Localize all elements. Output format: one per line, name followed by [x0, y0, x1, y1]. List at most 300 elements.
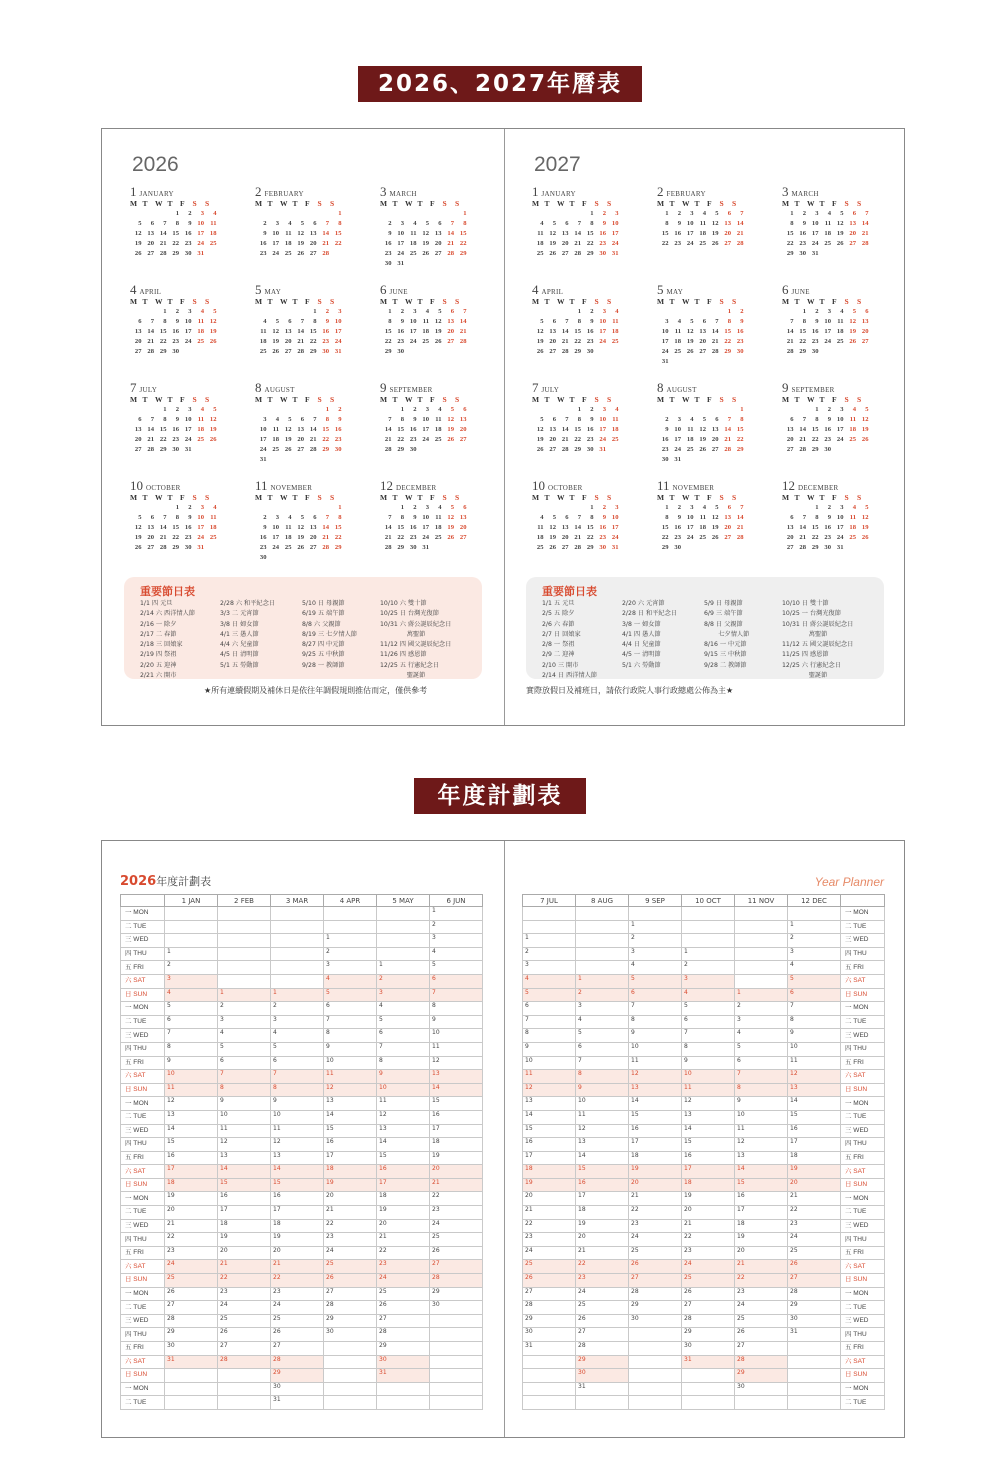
planner-day-number: 25 [379, 1287, 387, 1295]
day-cell: 19 [536, 436, 544, 443]
week-row [130, 327, 218, 337]
planner-day-cell [682, 1165, 735, 1179]
planner-day-cell [271, 1287, 324, 1301]
day-cell: 6 [565, 514, 569, 521]
week-row [782, 317, 870, 327]
day-cell: 30 [409, 446, 417, 453]
day-cell: 11 [699, 514, 706, 521]
weekday-cell: 六 SAT [841, 974, 885, 988]
holiday-entry: 10/10 六 雙十節 [380, 600, 427, 607]
planner-day-cell [218, 947, 271, 961]
month-name: JULY [139, 386, 158, 394]
planner-day-cell [324, 920, 377, 934]
day-cell: 31 [611, 250, 619, 257]
planner-day-cell [682, 1042, 735, 1056]
planner-day-cell [788, 1396, 841, 1410]
planner-row [523, 907, 885, 921]
weekday-cell: 四 THU [841, 947, 885, 961]
day-cell [832, 347, 845, 357]
day-cell: 3 [338, 308, 342, 315]
day-cell: 7 [577, 514, 581, 521]
day-cell: 16 [172, 426, 179, 433]
day-cell [130, 307, 143, 317]
holiday-entry: 8/19 三 七夕情人節 [302, 630, 357, 638]
weekday-cell: 三 WED [121, 1029, 165, 1043]
day-cell: 29 [724, 348, 731, 355]
week-row [255, 337, 343, 347]
planner-row [121, 1015, 483, 1029]
day-cell: 23 [409, 436, 417, 443]
day-cell: 11 [435, 514, 442, 521]
planner-day-number: 14 [684, 1124, 692, 1132]
planner-corner [121, 895, 165, 907]
weekday-label: T [292, 493, 298, 502]
weekday-label: T [267, 297, 273, 306]
weekday-label: T [569, 395, 575, 404]
planner-day-cell [324, 1219, 377, 1233]
day-cell: 5 [715, 504, 719, 511]
day-cell: 1 [590, 210, 594, 217]
day-cell: 28 [574, 544, 581, 551]
weekday-label: M [532, 493, 540, 502]
planner-day-number: 31 [379, 1369, 387, 1377]
planner-day-number: 23 [631, 1219, 639, 1227]
planner-day-number: 29 [790, 1301, 798, 1309]
planner-day-number: 14 [525, 1110, 533, 1118]
planner-day-number: 9 [379, 1070, 383, 1078]
planner-day-number: 19 [525, 1178, 533, 1186]
day-cell: 26 [549, 544, 556, 551]
week-row [532, 513, 620, 523]
planner-day-cell [377, 947, 430, 961]
planner-month-header: 3 MAR [271, 895, 324, 907]
planner-day-number: 11 [631, 1056, 639, 1064]
day-cell: 24 [422, 436, 429, 443]
planner-day-number: 18 [220, 1219, 228, 1227]
day-cell: 9 [590, 318, 594, 325]
weekday-label: M [380, 199, 388, 208]
planner-day-cell [788, 907, 841, 921]
weekday-row [532, 493, 620, 503]
day-cell: 6 [300, 416, 304, 423]
planner-day-cell [324, 1097, 377, 1111]
planner-day-cell [271, 1382, 324, 1396]
day-cell: 4 [702, 210, 706, 217]
day-cell: 21 [159, 534, 167, 541]
day-cell: 16 [599, 230, 606, 237]
day-cell [405, 259, 418, 269]
day-cell: 6 [138, 318, 142, 325]
day-cell: 6 [865, 308, 869, 315]
weekday-label: S [330, 493, 335, 502]
weekday-label: T [292, 395, 298, 404]
week-row [130, 523, 218, 533]
day-cell: 29 [322, 446, 329, 453]
planner-day-number: 12 [432, 1056, 440, 1064]
planner-row [121, 1396, 483, 1410]
day-cell: 22 [586, 534, 594, 541]
day-cell: 26 [284, 446, 292, 453]
day-cell: 19 [134, 534, 142, 541]
weekday-row [130, 297, 218, 307]
day-cell: 4 [425, 308, 429, 315]
day-cell: 28 [561, 348, 569, 355]
planner-day-cell [523, 1192, 576, 1206]
weekday-label: S [330, 395, 335, 404]
week-row [255, 503, 343, 513]
planner-day-cell [377, 988, 430, 1002]
planner-day-number: 19 [273, 1233, 281, 1241]
weekday-label: T [267, 199, 273, 208]
day-cell: 1 [815, 406, 819, 413]
day-cell [268, 405, 281, 415]
planner-day-cell [165, 1192, 218, 1206]
day-cell: 20 [786, 436, 794, 443]
day-cell [318, 209, 331, 219]
planner-day-number: 5 [379, 1015, 383, 1023]
planner-row [121, 1274, 483, 1288]
planner-day-cell [629, 1328, 682, 1342]
week-row [657, 219, 745, 229]
planner-page-right [504, 841, 906, 1437]
day-cell [682, 307, 695, 317]
weekday-cell: 二 TUE [841, 920, 885, 934]
planner-day-number: 30 [790, 1314, 798, 1322]
day-cell: 11 [285, 524, 292, 531]
week-row [130, 405, 218, 415]
planner-day-number: 30 [432, 1301, 440, 1309]
planner-day-number: 29 [273, 1369, 281, 1377]
planner-day-cell [165, 961, 218, 975]
day-cell: 16 [811, 328, 819, 335]
month-february [657, 185, 775, 249]
day-cell: 1 [590, 504, 594, 511]
day-cell: 19 [686, 338, 694, 345]
week-row [380, 209, 468, 219]
weekday-cell: 六 SAT [121, 1260, 165, 1274]
weekday-cell: 一 MON [121, 1382, 165, 1396]
planner-day-number: 23 [578, 1274, 586, 1282]
weekday-cell: 日 SUN [121, 1083, 165, 1097]
day-cell: 1 [727, 308, 731, 315]
day-cell: 12 [209, 318, 217, 325]
planner-day-number: 23 [684, 1246, 692, 1254]
day-cell: 2 [827, 504, 831, 511]
planner-day-cell [165, 1382, 218, 1396]
planner-day-number: 3 [379, 988, 383, 996]
day-cell: 26 [447, 436, 454, 443]
day-cell: 10 [611, 514, 619, 521]
day-cell: 11 [210, 220, 217, 227]
day-cell: 9 [590, 416, 594, 423]
day-cell [682, 455, 695, 465]
holiday-entry: 2/20 六 元宵節 [622, 600, 665, 607]
planner-day-cell [735, 947, 788, 961]
day-cell: 6 [463, 504, 467, 511]
month-name: JANUARY [541, 190, 576, 198]
weekday-label: S [317, 395, 322, 404]
weekday-label: W [682, 493, 690, 502]
planner-day-cell [324, 1165, 377, 1179]
planner-day-number: 13 [220, 1151, 228, 1159]
day-cell [155, 503, 168, 513]
day-cell: 27 [549, 446, 556, 453]
planner-day-cell [165, 1355, 218, 1369]
planner-day-cell [324, 907, 377, 921]
planner-day-cell [324, 961, 377, 975]
planner-day-number: 19 [578, 1219, 586, 1227]
day-cell: 15 [586, 524, 594, 531]
planner-day-number: 6 [273, 1056, 277, 1064]
weekday-label: M [657, 297, 665, 306]
week-row [782, 503, 870, 513]
day-cell: 13 [724, 220, 731, 227]
day-cell: 20 [849, 230, 856, 237]
planner-day-cell [682, 1015, 735, 1029]
day-cell: 7 [150, 416, 154, 423]
planner-corner [841, 895, 885, 907]
planner-row [523, 1369, 885, 1383]
planner-day-cell [377, 1369, 430, 1383]
planner-day-number: 17 [273, 1206, 281, 1214]
week-row [130, 239, 218, 249]
day-cell: 8 [577, 318, 581, 325]
weekday-label: S [317, 297, 322, 306]
day-cell: 24 [184, 338, 192, 345]
day-cell: 7 [150, 318, 154, 325]
planner-row [523, 1165, 885, 1179]
day-cell: 29 [334, 544, 342, 551]
day-cell: 30 [674, 544, 681, 551]
planner-day-cell [165, 1246, 218, 1260]
holiday-entry: 5/9 日 母親節 [704, 600, 743, 607]
day-cell [670, 357, 683, 367]
planner-day-number: 3 [737, 1015, 741, 1023]
planner-day-number: 14 [578, 1151, 586, 1159]
day-cell: 1 [577, 406, 581, 413]
day-cell: 19 [861, 426, 869, 433]
weekday-label: S [192, 297, 197, 306]
day-cell: 16 [674, 230, 681, 237]
holiday-entry: 1/1 五 元旦 [542, 600, 575, 607]
planner-day-number: 19 [326, 1178, 334, 1186]
day-cell: 17 [611, 524, 619, 531]
weekday-row [130, 395, 218, 405]
week-row [532, 337, 620, 347]
holiday-entry: 聖誕節 [782, 672, 828, 680]
planner-day-number: 9 [273, 1097, 277, 1105]
weekday-label: W [807, 199, 815, 208]
planner-day-number: 14 [273, 1165, 281, 1173]
planner-day-cell [324, 1056, 377, 1070]
weekday-label: W [557, 297, 565, 306]
planner-day-number: 21 [684, 1219, 692, 1227]
planner-day-cell [377, 1287, 430, 1301]
weekday-cell: 三 WED [841, 1219, 885, 1233]
planner-day-number: 18 [379, 1192, 387, 1200]
planner-day-number: 4 [684, 988, 688, 996]
planner-day-cell [682, 988, 735, 1002]
holiday-entry: 2/16 一 除夕 [140, 620, 177, 628]
planner-day-cell [788, 1287, 841, 1301]
weekday-label: S [719, 297, 724, 306]
planner-day-number: 30 [379, 1355, 387, 1363]
day-cell: 14 [799, 524, 806, 531]
day-cell [720, 405, 733, 415]
week-row [532, 327, 620, 337]
day-cell: 22 [309, 338, 317, 345]
day-cell: 3 [690, 504, 694, 511]
planner-day-cell [576, 1124, 629, 1138]
week-row [130, 543, 218, 553]
day-cell: 24 [197, 240, 204, 247]
planner-day-cell [218, 1029, 271, 1043]
planner-day-number: 23 [737, 1287, 745, 1295]
day-cell: 5 [702, 416, 706, 423]
planner-day-cell [523, 1056, 576, 1070]
planner-day-number: 22 [684, 1233, 692, 1241]
day-cell: 11 [612, 416, 619, 423]
day-cell: 6 [150, 514, 154, 521]
day-cell: 20 [724, 230, 731, 237]
weekday-label: T [417, 297, 423, 306]
planner-row [121, 974, 483, 988]
day-cell: 16 [799, 230, 806, 237]
planner-day-cell [271, 1178, 324, 1192]
day-cell: 16 [384, 240, 392, 247]
planner-month-header: 12 DEC [788, 895, 841, 907]
weekday-label: S [857, 199, 862, 208]
planner-day-cell [576, 1396, 629, 1410]
day-cell [255, 307, 268, 317]
weekday-label: T [417, 395, 423, 404]
month-header [380, 381, 498, 395]
planner-day-number: 15 [220, 1178, 228, 1186]
weekday-label: W [280, 493, 288, 502]
day-cell: 10 [824, 318, 831, 325]
planner-day-cell [218, 1083, 271, 1097]
planner-day-cell [430, 1328, 483, 1342]
day-cell [393, 209, 406, 219]
day-cell: 16 [259, 240, 267, 247]
planner-day-cell [377, 974, 430, 988]
planner-day-number: 11 [578, 1110, 586, 1118]
day-cell: 4 [213, 504, 217, 511]
day-cell: 24 [674, 446, 681, 453]
planner-row [523, 1015, 885, 1029]
planner-day-number: 7 [432, 988, 436, 996]
day-cell: 5 [865, 504, 869, 511]
day-cell: 8 [313, 318, 317, 325]
planner-day-cell [523, 947, 576, 961]
planner-day-cell [576, 1070, 629, 1084]
day-cell: 12 [711, 514, 719, 521]
planner-day-cell [218, 1314, 271, 1328]
planner-day-number: 21 [326, 1206, 334, 1214]
day-cell: 19 [699, 436, 706, 443]
planner-day-number: 13 [631, 1083, 639, 1091]
month-number: 8 [255, 380, 262, 395]
planner-day-cell [576, 1110, 629, 1124]
day-cell: 15 [397, 426, 404, 433]
day-cell: 15 [799, 328, 806, 335]
day-cell: 8 [590, 220, 594, 227]
planner-month-header: 2 FEB [218, 895, 271, 907]
week-row [380, 503, 468, 513]
weekday-label: F [430, 395, 435, 404]
planner-row [121, 1002, 483, 1016]
day-cell: 10 [334, 318, 342, 325]
planner-day-number: 27 [684, 1301, 692, 1309]
month-header [380, 283, 498, 297]
week-row [657, 533, 745, 543]
day-cell [695, 357, 708, 367]
planner-day-cell [218, 1138, 271, 1152]
planner-day-number: 27 [379, 1314, 387, 1322]
month-header [130, 185, 248, 199]
day-cell: 5 [438, 308, 442, 315]
day-cell: 30 [599, 250, 606, 257]
planner-day-number: 23 [379, 1260, 387, 1268]
holiday-entry: 5/10 日 母親節 [302, 600, 345, 607]
day-cell: 31 [184, 446, 192, 453]
day-cell [293, 405, 306, 415]
weekday-cell: 三 WED [121, 1314, 165, 1328]
day-cell: 16 [184, 524, 192, 531]
planner-day-number: 23 [220, 1287, 228, 1295]
day-cell [670, 405, 683, 415]
day-cell: 18 [699, 230, 706, 237]
planner-day-cell [377, 1178, 430, 1192]
planner-day-number: 9 [326, 1042, 330, 1050]
planner-day-number: 12 [525, 1083, 533, 1091]
planner-day-number: 25 [790, 1246, 798, 1254]
planner-day-number: 15 [379, 1151, 387, 1159]
day-cell: 29 [786, 250, 794, 257]
planner-day-number: 23 [525, 1233, 533, 1241]
planner-day-cell [430, 988, 483, 1002]
day-cell: 13 [459, 514, 467, 521]
planner-day-cell [165, 907, 218, 921]
holiday-entry: 3/8 一 婦女節 [622, 620, 661, 628]
month-table [782, 395, 870, 455]
day-cell: 5 [288, 416, 292, 423]
day-cell: 1 [338, 210, 342, 217]
day-cell [720, 357, 733, 367]
day-cell: 6 [313, 220, 317, 227]
day-cell [130, 209, 143, 219]
day-cell: 1 [338, 504, 342, 511]
planner-day-cell [682, 907, 735, 921]
planner-day-cell [271, 1219, 324, 1233]
month-september [380, 381, 498, 455]
day-cell: 29 [799, 348, 806, 355]
day-cell: 11 [537, 524, 544, 531]
weekday-cell: 三 WED [841, 934, 885, 948]
week-row [782, 513, 870, 523]
day-cell: 2 [400, 308, 404, 315]
day-cell: 29 [459, 250, 467, 257]
planner-day-cell [218, 1274, 271, 1288]
week-row [380, 425, 468, 435]
planner-day-cell [218, 961, 271, 975]
planner-row [523, 1246, 885, 1260]
weekday-label: S [732, 493, 737, 502]
day-cell: 12 [536, 328, 544, 335]
planner-day-cell [629, 1369, 682, 1383]
planner-day-number: 8 [737, 1083, 741, 1091]
weekday-cell: 日 SUN [841, 988, 885, 1002]
